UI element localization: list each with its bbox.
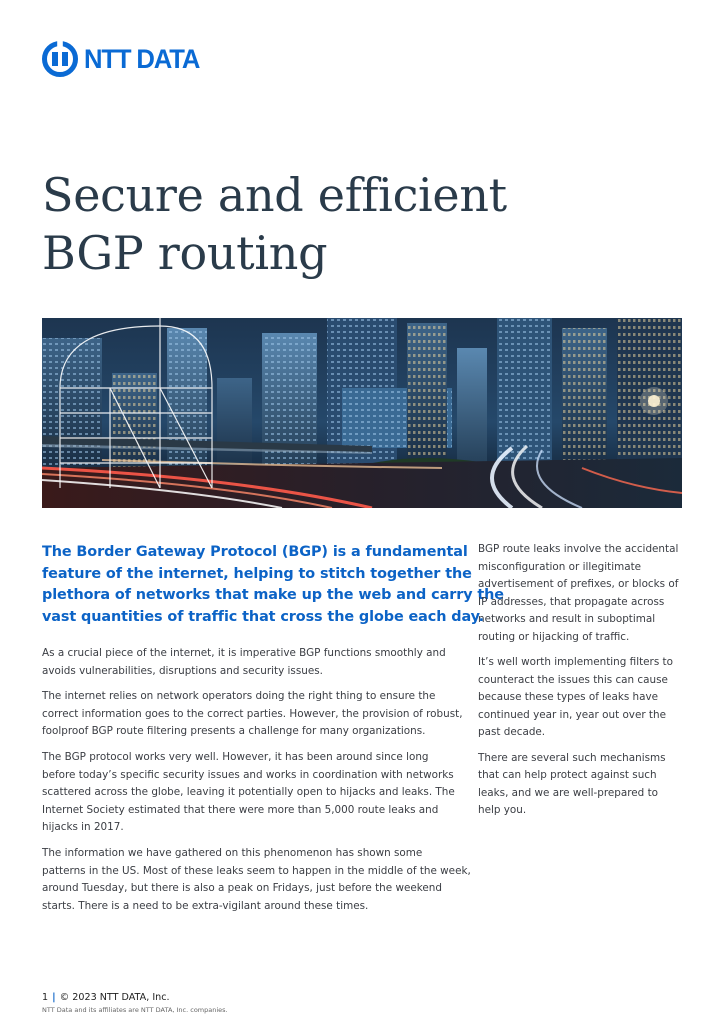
text-line: scattered across the globe, leaving it potentially open to hijacks and leaks. The — [42, 786, 455, 799]
body-paragraph — [42, 845, 471, 915]
body-paragraph — [42, 688, 467, 741]
text-line: The internet relies on network operators doing the right thing to ensure the — [42, 690, 436, 703]
text-line: that can help protect against such — [478, 769, 657, 782]
text-line: networks and result in suboptimal — [478, 613, 656, 626]
page-title — [42, 166, 507, 282]
text-line: avoids vulnerabilities, disruptions and security issues. — [42, 664, 323, 677]
body-paragraph — [42, 645, 467, 680]
text-line: because these types of leaks have — [478, 691, 659, 704]
footer-subtext: NTT Data and its affiliates are NTT DATA, Inc. companies. — [42, 1006, 228, 1014]
text-line: before today’s specific security issues and works in coordination with networks — [42, 768, 454, 781]
title-line: Secure and efficient — [42, 168, 507, 222]
text-line: Internet Society estimated that there were more than 5,000 route leaks and — [42, 803, 439, 816]
copyright-text: © 2023 NTT DATA, Inc. — [59, 992, 170, 1003]
text-line: misconfiguration or illegitimate — [478, 560, 642, 573]
ntt-data-symbol-icon — [41, 40, 79, 78]
text-line: BGP route leaks involve the accidental — [478, 543, 679, 555]
lead-line: plethora of networks that make up the web and carry the — [42, 587, 504, 603]
text-line: leaks, and we are well-prepared to — [478, 786, 659, 799]
text-line: As a crucial piece of the internet, it is imperative BGP functions smoothly and — [42, 647, 446, 659]
page-footer — [42, 992, 170, 1004]
lead-line: The Border Gateway Protocol (BGP) is a fundamental — [42, 544, 468, 560]
text-line: advertisement of prefixes, or blocks of — [478, 578, 679, 591]
city-night-traffic-image — [42, 318, 682, 508]
body-paragraph — [478, 654, 688, 742]
hero-image — [42, 318, 682, 508]
text-line: foolproof BGP route filtering presents a challenge for many organizations. — [42, 725, 426, 738]
title-line: BGP routing — [42, 226, 328, 280]
left-column — [42, 645, 471, 923]
text-line: starts. There is a need to be extra-vigilant around these times. — [42, 899, 369, 912]
text-line: patterns in the US. Most of these leaks seem to happen in the middle of the week, — [42, 864, 471, 877]
ntt-data-logo — [41, 40, 205, 78]
text-line: counteract the issues this can cause — [478, 673, 668, 686]
text-line: There are several such mechanisms — [478, 751, 666, 764]
text-line: help you. — [478, 804, 527, 817]
text-line: correct information goes to the correct parties. However, the provision of robust, — [42, 707, 463, 720]
lead-line: feature of the internet, helping to stitch together the — [42, 565, 472, 582]
text-line: continued year in, year out over the — [478, 708, 666, 721]
text-line: The information we have gathered on this phenomenon has shown some — [42, 846, 423, 859]
body-paragraph — [478, 541, 688, 647]
text-line: past decade. — [478, 726, 546, 739]
text-line: It’s well worth implementing filters to — [478, 656, 673, 669]
text-line: IP addresses, that propagate across — [478, 595, 665, 608]
text-line: around Tuesday, but there is also a peak on Fridays, just before the weekend — [42, 882, 442, 895]
right-column — [478, 541, 688, 827]
body-paragraph — [42, 749, 467, 837]
body-paragraph — [478, 750, 688, 820]
page-number: 1 — [42, 992, 49, 1003]
text-line: routing or hijacking of traffic. — [478, 630, 630, 643]
text-line: The BGP protocol works very well. However, it has been around since long — [42, 750, 429, 763]
logo-wordmark: NTT DATA — [84, 44, 200, 74]
text-line: hijacks in 2017. — [42, 821, 124, 834]
lead-line: vast quantities of traffic that cross the globe each day. — [42, 608, 484, 625]
lead-paragraph — [42, 542, 504, 628]
footer-separator: | — [52, 992, 56, 1003]
